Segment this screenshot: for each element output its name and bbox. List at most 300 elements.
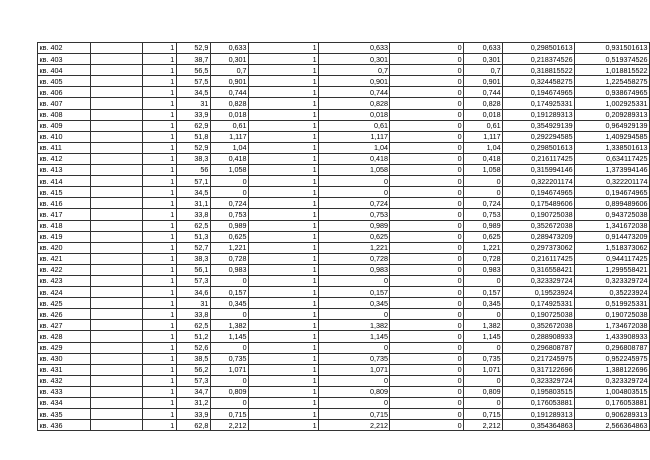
cell-total[interactable]: 1,225458275 (575, 76, 650, 87)
cell-blank[interactable] (91, 242, 143, 253)
cell-value-c[interactable]: 0,728 (464, 253, 503, 264)
cell-zero-col[interactable]: 0 (390, 309, 464, 320)
cell-share[interactable]: 0,292294585 (503, 131, 575, 142)
cell-share[interactable]: 0,318815522 (503, 65, 575, 76)
cell-blank[interactable] (91, 264, 143, 275)
cell-value-c[interactable]: 1,117 (464, 131, 503, 142)
cell-value-a[interactable]: 2,212 (210, 420, 248, 431)
cell-zero-col[interactable]: 0 (390, 220, 464, 231)
cell-apartment[interactable]: кв. 433 (38, 386, 91, 397)
cell-coef-a[interactable]: 1 (142, 98, 176, 109)
cell-total[interactable]: 0,209289313 (575, 109, 650, 120)
cell-value-a[interactable]: 0,7 (210, 65, 248, 76)
cell-value-c[interactable]: 0 (464, 342, 503, 353)
cell-value-c[interactable]: 0,715 (464, 409, 503, 420)
cell-apartment[interactable]: кв. 422 (38, 264, 91, 275)
cell-zero-col[interactable]: 0 (390, 375, 464, 386)
cell-area[interactable]: 56,5 (176, 65, 210, 76)
cell-total[interactable]: 0,323329724 (575, 375, 650, 386)
cell-apartment[interactable]: кв. 425 (38, 298, 91, 309)
cell-apartment[interactable]: кв. 412 (38, 153, 91, 164)
cell-coef-b[interactable]: 1 (249, 386, 319, 397)
cell-share[interactable]: 0,317122696 (503, 364, 575, 375)
cell-coef-a[interactable]: 1 (142, 109, 176, 120)
cell-total[interactable]: 2,566364863 (575, 420, 650, 431)
cell-area[interactable]: 62,8 (176, 420, 210, 431)
cell-coef-b[interactable]: 1 (249, 120, 319, 131)
cell-share[interactable]: 0,354929139 (503, 120, 575, 131)
cell-value-b[interactable]: 0,901 (319, 76, 390, 87)
cell-value-b[interactable]: 0,753 (319, 209, 390, 220)
cell-coef-a[interactable]: 1 (142, 231, 176, 242)
cell-coef-b[interactable]: 1 (249, 142, 319, 153)
cell-zero-col[interactable]: 0 (390, 76, 464, 87)
cell-total[interactable]: 1,338501613 (575, 142, 650, 153)
cell-zero-col[interactable]: 0 (390, 65, 464, 76)
cell-share[interactable]: 0,322201174 (503, 176, 575, 187)
cell-total[interactable]: 0,964929139 (575, 120, 650, 131)
cell-total[interactable]: 0,519374526 (575, 54, 650, 65)
cell-coef-a[interactable]: 1 (142, 275, 176, 286)
cell-blank[interactable] (91, 87, 143, 98)
cell-value-c[interactable]: 0,989 (464, 220, 503, 231)
cell-coef-b[interactable]: 1 (249, 198, 319, 209)
cell-apartment[interactable]: кв. 414 (38, 176, 91, 187)
cell-value-a[interactable]: 0 (210, 187, 248, 198)
cell-value-a[interactable]: 1,04 (210, 142, 248, 153)
cell-value-a[interactable]: 0,901 (210, 76, 248, 87)
cell-value-c[interactable]: 0,625 (464, 231, 503, 242)
cell-blank[interactable] (91, 398, 143, 409)
cell-coef-b[interactable]: 1 (249, 131, 319, 142)
cell-value-a[interactable]: 1,382 (210, 320, 248, 331)
cell-apartment[interactable]: кв. 403 (38, 54, 91, 65)
cell-value-b[interactable]: 0,724 (319, 198, 390, 209)
cell-area[interactable]: 31 (176, 298, 210, 309)
cell-value-a[interactable]: 0,989 (210, 220, 248, 231)
cell-value-c[interactable]: 0,018 (464, 109, 503, 120)
cell-area[interactable]: 34,5 (176, 87, 210, 98)
cell-apartment[interactable]: кв. 428 (38, 331, 91, 342)
cell-total[interactable]: 0,35223924 (575, 287, 650, 298)
cell-blank[interactable] (91, 320, 143, 331)
cell-zero-col[interactable]: 0 (390, 176, 464, 187)
cell-value-b[interactable]: 0 (319, 375, 390, 386)
cell-share[interactable]: 0,298501613 (503, 142, 575, 153)
cell-coef-b[interactable]: 1 (249, 209, 319, 220)
cell-apartment[interactable]: кв. 415 (38, 187, 91, 198)
cell-value-a[interactable]: 0,744 (210, 87, 248, 98)
cell-zero-col[interactable]: 0 (390, 109, 464, 120)
cell-value-b[interactable]: 0,018 (319, 109, 390, 120)
cell-zero-col[interactable]: 0 (390, 153, 464, 164)
cell-apartment[interactable]: кв. 420 (38, 242, 91, 253)
cell-area[interactable]: 31,2 (176, 398, 210, 409)
cell-apartment[interactable]: кв. 407 (38, 98, 91, 109)
cell-apartment[interactable]: кв. 405 (38, 76, 91, 87)
cell-blank[interactable] (91, 287, 143, 298)
cell-area[interactable]: 51,8 (176, 131, 210, 142)
cell-value-a[interactable]: 0,301 (210, 54, 248, 65)
cell-value-c[interactable]: 0,633 (464, 43, 503, 54)
cell-zero-col[interactable]: 0 (390, 54, 464, 65)
cell-value-c[interactable]: 0,418 (464, 153, 503, 164)
cell-area[interactable]: 34,7 (176, 386, 210, 397)
cell-apartment[interactable]: кв. 430 (38, 353, 91, 364)
cell-value-b[interactable]: 0,728 (319, 253, 390, 264)
cell-value-b[interactable]: 0,157 (319, 287, 390, 298)
cell-zero-col[interactable]: 0 (390, 231, 464, 242)
cell-zero-col[interactable]: 0 (390, 264, 464, 275)
cell-area[interactable]: 56,1 (176, 264, 210, 275)
cell-total[interactable]: 0,323329724 (575, 275, 650, 286)
cell-total[interactable]: 1,518373062 (575, 242, 650, 253)
cell-value-a[interactable]: 1,071 (210, 364, 248, 375)
cell-blank[interactable] (91, 65, 143, 76)
cell-share[interactable]: 0,298501613 (503, 43, 575, 54)
cell-value-a[interactable]: 0,018 (210, 109, 248, 120)
cell-value-c[interactable]: 1,382 (464, 320, 503, 331)
cell-area[interactable]: 38,3 (176, 153, 210, 164)
cell-zero-col[interactable]: 0 (390, 331, 464, 342)
cell-value-c[interactable]: 0,7 (464, 65, 503, 76)
cell-coef-a[interactable]: 1 (142, 65, 176, 76)
cell-value-a[interactable]: 0,715 (210, 409, 248, 420)
cell-blank[interactable] (91, 98, 143, 109)
cell-area[interactable]: 62,9 (176, 120, 210, 131)
cell-share[interactable]: 0,217245975 (503, 353, 575, 364)
cell-area[interactable]: 62,5 (176, 220, 210, 231)
cell-blank[interactable] (91, 420, 143, 431)
cell-value-b[interactable]: 0 (319, 398, 390, 409)
cell-apartment[interactable]: кв. 421 (38, 253, 91, 264)
cell-blank[interactable] (91, 153, 143, 164)
cell-coef-a[interactable]: 1 (142, 176, 176, 187)
cell-coef-a[interactable]: 1 (142, 242, 176, 253)
cell-share[interactable]: 0,174925331 (503, 98, 575, 109)
cell-area[interactable]: 62,5 (176, 320, 210, 331)
cell-coef-b[interactable]: 1 (249, 253, 319, 264)
cell-total[interactable]: 0,906289313 (575, 409, 650, 420)
cell-coef-a[interactable]: 1 (142, 331, 176, 342)
cell-blank[interactable] (91, 142, 143, 153)
cell-zero-col[interactable]: 0 (390, 98, 464, 109)
cell-area[interactable]: 52,9 (176, 142, 210, 153)
cell-value-a[interactable]: 0,633 (210, 43, 248, 54)
cell-coef-a[interactable]: 1 (142, 220, 176, 231)
cell-value-c[interactable]: 0,345 (464, 298, 503, 309)
cell-blank[interactable] (91, 187, 143, 198)
cell-area[interactable]: 38,3 (176, 253, 210, 264)
cell-value-a[interactable]: 0,983 (210, 264, 248, 275)
cell-total[interactable]: 0,190725038 (575, 309, 650, 320)
cell-coef-a[interactable]: 1 (142, 153, 176, 164)
cell-coef-a[interactable]: 1 (142, 375, 176, 386)
cell-total[interactable]: 0,176053881 (575, 398, 650, 409)
cell-share[interactable]: 0,324458275 (503, 76, 575, 87)
cell-zero-col[interactable]: 0 (390, 398, 464, 409)
cell-zero-col[interactable]: 0 (390, 342, 464, 353)
cell-blank[interactable] (91, 331, 143, 342)
cell-value-a[interactable]: 0,625 (210, 231, 248, 242)
cell-apartment[interactable]: кв. 417 (38, 209, 91, 220)
cell-coef-a[interactable]: 1 (142, 353, 176, 364)
cell-apartment[interactable]: кв. 427 (38, 320, 91, 331)
cell-zero-col[interactable]: 0 (390, 287, 464, 298)
cell-area[interactable]: 38,5 (176, 353, 210, 364)
cell-blank[interactable] (91, 231, 143, 242)
cell-share[interactable]: 0,296808787 (503, 342, 575, 353)
cell-apartment[interactable]: кв. 423 (38, 275, 91, 286)
cell-blank[interactable] (91, 375, 143, 386)
cell-coef-a[interactable]: 1 (142, 253, 176, 264)
cell-share[interactable]: 0,194674965 (503, 87, 575, 98)
cell-value-a[interactable]: 0,809 (210, 386, 248, 397)
cell-share[interactable]: 0,315994146 (503, 165, 575, 176)
cell-value-c[interactable]: 0 (464, 176, 503, 187)
cell-coef-a[interactable]: 1 (142, 209, 176, 220)
cell-zero-col[interactable]: 0 (390, 198, 464, 209)
cell-blank[interactable] (91, 386, 143, 397)
cell-apartment[interactable]: кв. 408 (38, 109, 91, 120)
cell-value-c[interactable]: 0,828 (464, 98, 503, 109)
cell-coef-a[interactable]: 1 (142, 386, 176, 397)
cell-zero-col[interactable]: 0 (390, 298, 464, 309)
cell-value-c[interactable]: 0,301 (464, 54, 503, 65)
cell-share[interactable]: 0,323329724 (503, 375, 575, 386)
cell-coef-b[interactable]: 1 (249, 54, 319, 65)
cell-total[interactable]: 1,004803515 (575, 386, 650, 397)
cell-zero-col[interactable]: 0 (390, 142, 464, 153)
cell-value-c[interactable]: 1,058 (464, 165, 503, 176)
cell-value-a[interactable]: 0,418 (210, 153, 248, 164)
cell-value-b[interactable]: 0,744 (319, 87, 390, 98)
cell-total[interactable]: 1,433908933 (575, 331, 650, 342)
cell-value-a[interactable]: 0,753 (210, 209, 248, 220)
cell-value-a[interactable]: 0,345 (210, 298, 248, 309)
cell-area[interactable]: 57,3 (176, 375, 210, 386)
cell-value-c[interactable]: 0 (464, 187, 503, 198)
cell-total[interactable]: 0,634117425 (575, 153, 650, 164)
cell-coef-b[interactable]: 1 (249, 65, 319, 76)
cell-blank[interactable] (91, 364, 143, 375)
cell-apartment[interactable]: кв. 418 (38, 220, 91, 231)
cell-area[interactable]: 31,1 (176, 198, 210, 209)
cell-value-c[interactable]: 0 (464, 398, 503, 409)
cell-coef-b[interactable]: 1 (249, 342, 319, 353)
cell-share[interactable]: 0,194674965 (503, 187, 575, 198)
cell-value-b[interactable]: 1,071 (319, 364, 390, 375)
cell-zero-col[interactable]: 0 (390, 43, 464, 54)
cell-area[interactable]: 57,3 (176, 275, 210, 286)
cell-coef-b[interactable]: 1 (249, 98, 319, 109)
cell-coef-a[interactable]: 1 (142, 298, 176, 309)
cell-total[interactable]: 0,322201174 (575, 176, 650, 187)
cell-apartment[interactable]: кв. 410 (38, 131, 91, 142)
cell-total[interactable]: 1,299558421 (575, 264, 650, 275)
cell-apartment[interactable]: кв. 431 (38, 364, 91, 375)
cell-apartment[interactable]: кв. 435 (38, 409, 91, 420)
cell-coef-a[interactable]: 1 (142, 320, 176, 331)
cell-value-a[interactable]: 0 (210, 398, 248, 409)
cell-zero-col[interactable]: 0 (390, 120, 464, 131)
cell-coef-a[interactable]: 1 (142, 309, 176, 320)
cell-coef-b[interactable]: 1 (249, 76, 319, 87)
cell-value-a[interactable]: 0,828 (210, 98, 248, 109)
cell-coef-b[interactable]: 1 (249, 165, 319, 176)
cell-share[interactable]: 0,190725038 (503, 309, 575, 320)
cell-coef-b[interactable]: 1 (249, 320, 319, 331)
cell-value-b[interactable]: 0,989 (319, 220, 390, 231)
cell-coef-a[interactable]: 1 (142, 43, 176, 54)
cell-total[interactable]: 0,194674965 (575, 187, 650, 198)
cell-value-b[interactable]: 1,145 (319, 331, 390, 342)
cell-value-b[interactable]: 0 (319, 309, 390, 320)
cell-apartment[interactable]: кв. 429 (38, 342, 91, 353)
cell-apartment[interactable]: кв. 409 (38, 120, 91, 131)
cell-value-c[interactable]: 0,724 (464, 198, 503, 209)
cell-blank[interactable] (91, 198, 143, 209)
cell-total[interactable]: 1,734672038 (575, 320, 650, 331)
cell-total[interactable]: 0,296808787 (575, 342, 650, 353)
cell-blank[interactable] (91, 342, 143, 353)
cell-share[interactable]: 0,216117425 (503, 153, 575, 164)
cell-area[interactable]: 33,8 (176, 309, 210, 320)
cell-apartment[interactable]: кв. 404 (38, 65, 91, 76)
cell-coef-b[interactable]: 1 (249, 398, 319, 409)
cell-area[interactable]: 38,7 (176, 54, 210, 65)
cell-value-b[interactable]: 0,828 (319, 98, 390, 109)
cell-apartment[interactable]: кв. 413 (38, 165, 91, 176)
cell-coef-a[interactable]: 1 (142, 264, 176, 275)
cell-value-b[interactable]: 0,735 (319, 353, 390, 364)
cell-value-a[interactable]: 0 (210, 375, 248, 386)
cell-apartment[interactable]: кв. 436 (38, 420, 91, 431)
cell-value-c[interactable]: 1,145 (464, 331, 503, 342)
cell-share[interactable]: 0,175489606 (503, 198, 575, 209)
cell-zero-col[interactable]: 0 (390, 209, 464, 220)
cell-blank[interactable] (91, 298, 143, 309)
cell-apartment[interactable]: кв. 416 (38, 198, 91, 209)
cell-coef-b[interactable]: 1 (249, 187, 319, 198)
cell-value-b[interactable]: 0,715 (319, 409, 390, 420)
cell-zero-col[interactable]: 0 (390, 320, 464, 331)
cell-area[interactable]: 57,5 (176, 76, 210, 87)
cell-value-b[interactable]: 0,809 (319, 386, 390, 397)
cell-apartment[interactable]: кв. 432 (38, 375, 91, 386)
cell-coef-a[interactable]: 1 (142, 142, 176, 153)
cell-coef-a[interactable]: 1 (142, 76, 176, 87)
cell-zero-col[interactable]: 0 (390, 364, 464, 375)
cell-coef-b[interactable]: 1 (249, 109, 319, 120)
cell-coef-b[interactable]: 1 (249, 364, 319, 375)
cell-apartment[interactable]: кв. 411 (38, 142, 91, 153)
cell-coef-b[interactable]: 1 (249, 375, 319, 386)
cell-value-b[interactable]: 0,7 (319, 65, 390, 76)
cell-value-a[interactable]: 0 (210, 275, 248, 286)
cell-zero-col[interactable]: 0 (390, 253, 464, 264)
cell-value-c[interactable]: 0 (464, 309, 503, 320)
cell-blank[interactable] (91, 120, 143, 131)
cell-coef-b[interactable]: 1 (249, 409, 319, 420)
cell-zero-col[interactable]: 0 (390, 87, 464, 98)
cell-coef-a[interactable]: 1 (142, 342, 176, 353)
cell-value-c[interactable]: 1,221 (464, 242, 503, 253)
cell-value-c[interactable]: 0 (464, 275, 503, 286)
cell-share[interactable]: 0,216117425 (503, 253, 575, 264)
cell-share[interactable]: 0,352672038 (503, 320, 575, 331)
cell-value-b[interactable]: 1,04 (319, 142, 390, 153)
cell-share[interactable]: 0,323329724 (503, 275, 575, 286)
cell-value-b[interactable]: 0,61 (319, 120, 390, 131)
cell-area[interactable]: 31 (176, 98, 210, 109)
cell-coef-b[interactable]: 1 (249, 153, 319, 164)
cell-zero-col[interactable]: 0 (390, 131, 464, 142)
cell-value-b[interactable]: 1,221 (319, 242, 390, 253)
cell-value-b[interactable]: 1,117 (319, 131, 390, 142)
cell-zero-col[interactable]: 0 (390, 275, 464, 286)
cell-share[interactable]: 0,19523924 (503, 287, 575, 298)
cell-blank[interactable] (91, 309, 143, 320)
cell-area[interactable]: 51,3 (176, 231, 210, 242)
cell-blank[interactable] (91, 220, 143, 231)
cell-area[interactable]: 34,6 (176, 287, 210, 298)
cell-zero-col[interactable]: 0 (390, 420, 464, 431)
cell-zero-col[interactable]: 0 (390, 353, 464, 364)
cell-blank[interactable] (91, 165, 143, 176)
cell-apartment[interactable]: кв. 424 (38, 287, 91, 298)
cell-blank[interactable] (91, 43, 143, 54)
cell-area[interactable]: 33,9 (176, 109, 210, 120)
cell-coef-a[interactable]: 1 (142, 131, 176, 142)
cell-value-c[interactable]: 0 (464, 375, 503, 386)
cell-area[interactable]: 52,9 (176, 43, 210, 54)
cell-blank[interactable] (91, 54, 143, 65)
cell-apartment[interactable]: кв. 426 (38, 309, 91, 320)
cell-total[interactable]: 0,944117425 (575, 253, 650, 264)
cell-value-c[interactable]: 1,04 (464, 142, 503, 153)
cell-total[interactable]: 1,341672038 (575, 220, 650, 231)
cell-coef-b[interactable]: 1 (249, 420, 319, 431)
cell-value-a[interactable]: 0,728 (210, 253, 248, 264)
cell-blank[interactable] (91, 409, 143, 420)
cell-value-c[interactable]: 0,735 (464, 353, 503, 364)
cell-share[interactable]: 0,354364863 (503, 420, 575, 431)
cell-share[interactable]: 0,191289313 (503, 109, 575, 120)
cell-value-c[interactable]: 0,809 (464, 386, 503, 397)
cell-share[interactable]: 0,297373062 (503, 242, 575, 253)
cell-blank[interactable] (91, 176, 143, 187)
cell-blank[interactable] (91, 131, 143, 142)
cell-coef-b[interactable]: 1 (249, 264, 319, 275)
cell-coef-b[interactable]: 1 (249, 43, 319, 54)
cell-zero-col[interactable]: 0 (390, 242, 464, 253)
cell-value-a[interactable]: 0,724 (210, 198, 248, 209)
cell-coef-a[interactable]: 1 (142, 165, 176, 176)
cell-value-c[interactable]: 0,61 (464, 120, 503, 131)
cell-apartment[interactable]: кв. 406 (38, 87, 91, 98)
cell-value-c[interactable]: 2,212 (464, 420, 503, 431)
cell-blank[interactable] (91, 275, 143, 286)
cell-value-a[interactable]: 0 (210, 176, 248, 187)
cell-blank[interactable] (91, 109, 143, 120)
cell-value-c[interactable]: 0,983 (464, 264, 503, 275)
cell-share[interactable]: 0,191289313 (503, 409, 575, 420)
cell-zero-col[interactable]: 0 (390, 187, 464, 198)
cell-area[interactable]: 56,2 (176, 364, 210, 375)
cell-blank[interactable] (91, 253, 143, 264)
cell-blank[interactable] (91, 353, 143, 364)
